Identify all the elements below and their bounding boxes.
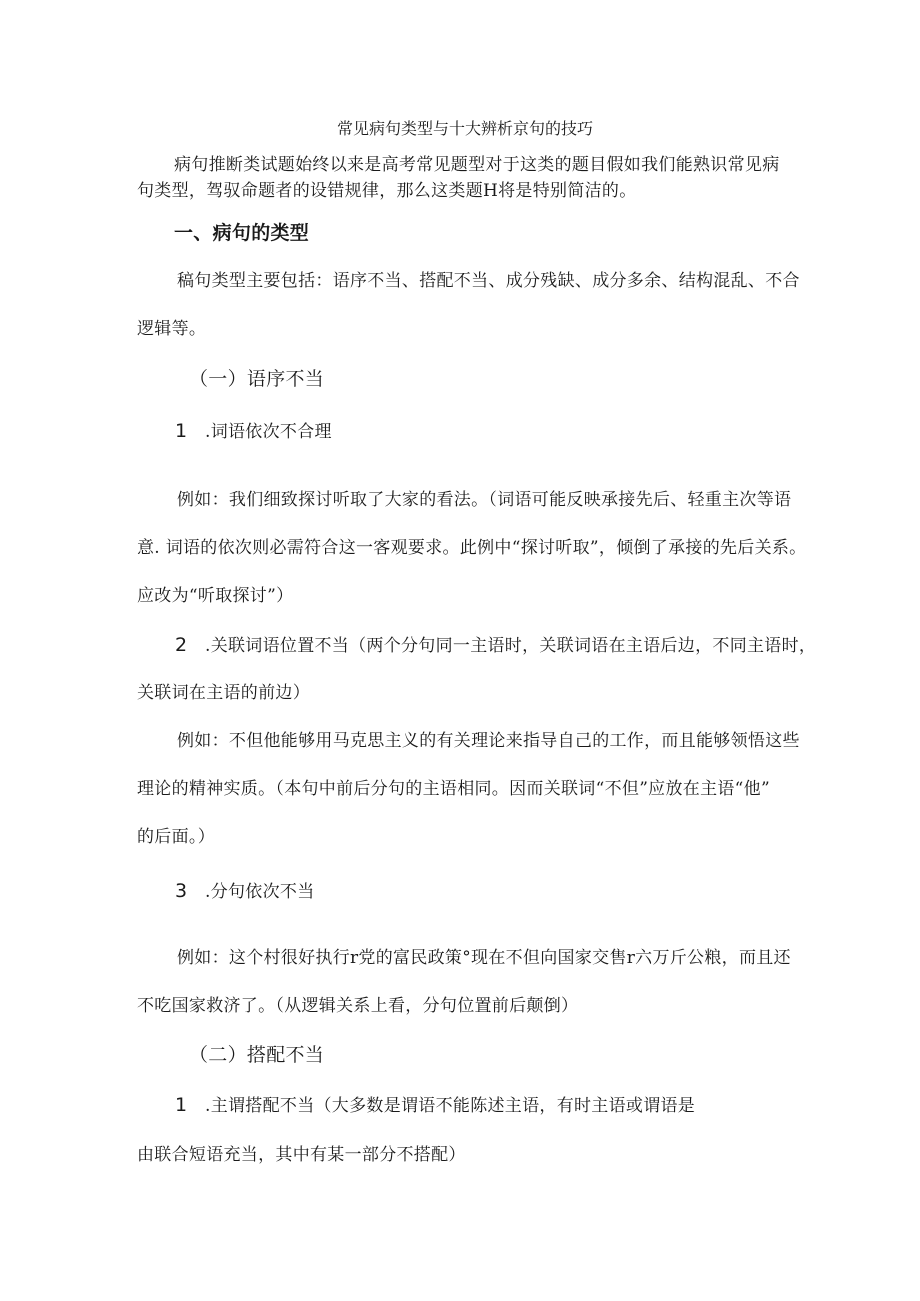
item-number: 2 xyxy=(175,634,188,656)
intro-line-2: 句类型，驾驭命题者的设错规律，那么这类题H将是特别简洁的。 xyxy=(137,181,637,201)
item-label: .词语依次不合理 xyxy=(205,422,332,442)
document-title: 常见病句类型与十大辨析京句的技巧 xyxy=(337,119,594,138)
example-line: 例如：不但他能够用马克思主义的有关理论来指导自己的工作，而且能够领悟这些 xyxy=(177,731,800,751)
subsection-heading: （一）语序不当 xyxy=(189,368,325,390)
list-item xyxy=(175,634,816,657)
item-number: 1 xyxy=(175,420,188,442)
example-line: 例如：这个村很好执行r党的富民政策°现在不但向国家交售r六万斤公粮，而且还 xyxy=(177,948,791,968)
summary-line-1: 稿句类型主要包括：语序不当、搭配不当、成分残缺、成分多余、结构混乱、不合 xyxy=(177,271,800,291)
item-label: .主谓搭配不当（大多数是谓语不能陈述主语，有时主语或谓语是 xyxy=(205,1096,696,1116)
item-label-cont: 关联词在主语的前边） xyxy=(137,683,310,703)
list-item xyxy=(175,420,332,443)
item-label: .分句依次不当 xyxy=(205,882,315,902)
intro-line-1: 病句推断类试题始终以来是高考常见题型对于这类的题目假如我们能熟识常见病 xyxy=(174,155,780,175)
example-line: 不吃国家救济了。（从逻辑关系上看，分句位置前后颠倒） xyxy=(137,996,579,1016)
item-number: 1 xyxy=(175,1094,188,1116)
example-line: 的后面。） xyxy=(137,827,215,847)
list-item xyxy=(175,1094,695,1117)
example-line: 例如：我们细致探讨听取了大家的看法。（词语可能反映承接先后、轻重主次等语 xyxy=(177,490,792,510)
item-label: .关联词语位置不当（两个分句同一主语时，关联词语在主语后边，不同主语时， xyxy=(205,636,817,656)
example-line: 理论的精神实质。（本句中前后分句的主语相同。因而关联词“不但”应放在主语“他” xyxy=(137,779,770,799)
subsection-heading: （二）搭配不当 xyxy=(189,1044,325,1066)
section-heading: 一、病句的类型 xyxy=(174,222,310,244)
example-line: 意. 词语的依次则必需符合这一客观要求。此例中“探讨听取”，倾倒了承接的先后关系。 xyxy=(137,538,807,558)
item-label-cont: 由联合短语充当，其中有某一部分不搭配） xyxy=(137,1145,466,1165)
summary-line-2: 逻辑等。 xyxy=(137,319,207,339)
item-number: 3 xyxy=(175,880,188,902)
example-line: 应改为“听取探讨”） xyxy=(137,586,294,606)
list-item xyxy=(175,880,315,903)
